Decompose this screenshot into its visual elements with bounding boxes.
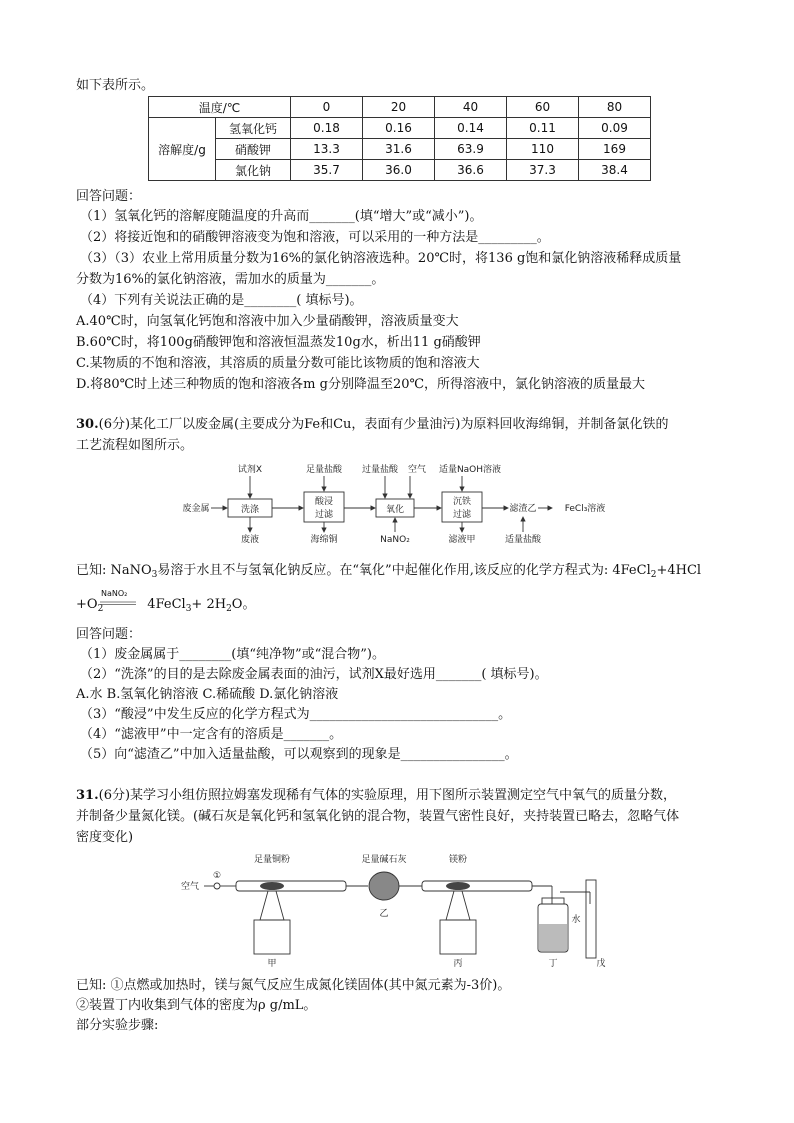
label-valve: ① xyxy=(212,871,222,881)
label-reagent2: 足量碱石灰 xyxy=(361,855,407,865)
flow-bottom-label: 废液 xyxy=(240,535,260,545)
burner-jia xyxy=(260,891,284,920)
label-reagent1: 足量铜粉 xyxy=(253,855,291,865)
copper-powder xyxy=(260,882,284,890)
substance-cell: 氯化钠 xyxy=(216,160,291,181)
q29-option: C.某物质的不饱和溶液，其溶质的质量分数可能比该物质的饱和溶液大 xyxy=(76,356,480,371)
q30-stem-2: 工艺流程如图所示。 xyxy=(76,438,194,453)
flow-bottom-label: 滤液甲 xyxy=(448,535,476,545)
flow-box1-label: 洗涤 xyxy=(240,505,260,515)
q30-line: （1）废金属属于________(填“纯净物”或“混合物”)。 xyxy=(80,647,385,662)
label-bing: 丙 xyxy=(453,959,463,969)
q30-equation: $+O_2$ 4FeCl$_3$+ $2H_2O$。 xyxy=(76,597,256,614)
flow-start-label: 废金属 xyxy=(182,504,210,514)
value-cell: 36.0 xyxy=(363,160,435,181)
substance-cell: 氢氧化钙 xyxy=(216,118,291,139)
temp-cell: 40 xyxy=(435,97,507,118)
q30-line: （4）“滤液甲”中一定含有的溶质是_______。 xyxy=(80,727,343,742)
q31-stem-3: 密度变化) xyxy=(76,830,134,845)
q31-stem: 31.(6分)某学习小组仿照拉姆塞发现稀有气体的实验原理，用下图所示装置测定空气中氧气的质量分数， xyxy=(76,788,677,803)
q29-option: A.40℃时，向氢氧化钙饱和溶液中加入少量硝酸钾，溶液质量变大 xyxy=(76,314,459,329)
table-header-row xyxy=(149,97,651,118)
value-cell: 110 xyxy=(507,139,579,160)
flow-top-label: 足量盐酸 xyxy=(305,465,343,475)
temp-cell: 20 xyxy=(363,97,435,118)
temp-cell: 80 xyxy=(579,97,651,118)
solubility-label: 溶解度/g xyxy=(149,118,216,181)
label-yi: 乙 xyxy=(379,909,389,919)
value-cell: 38.4 xyxy=(579,160,651,181)
q30-line: （5）向“滤渣乙”中加入适量盐酸，可以观察到的现象是________________。 xyxy=(80,747,518,762)
q31-known-2: ②装置丁内收集到气体的密度为ρ g/mL。 xyxy=(76,998,317,1013)
temp-cell: 0 xyxy=(291,97,363,118)
table-row xyxy=(149,118,651,139)
flow-bottom-label: 海绵铜 xyxy=(310,535,338,545)
label-air: 空气 xyxy=(180,882,200,892)
label-wu: 戊 xyxy=(596,959,606,969)
value-cell: 31.6 xyxy=(363,139,435,160)
value-cell: 36.6 xyxy=(435,160,507,181)
table-row xyxy=(149,160,651,181)
experiment-apparatus xyxy=(180,852,620,972)
flow-top-label: 适量NaOH溶液 xyxy=(438,465,502,475)
q29-line: （3）（3）农业上常用质量分数为16%的氯化钠溶液选种。20℃时，将136 g饱和氯化钠溶液稀释成质量 xyxy=(80,251,682,266)
stand-bing xyxy=(440,920,476,954)
magnesium-powder xyxy=(446,882,470,890)
equation-condition: NaNO₂ xyxy=(101,589,128,598)
flow-box4-label: 沉铁 xyxy=(452,497,472,507)
value-cell: 13.3 xyxy=(291,139,363,160)
temp-cell: 60 xyxy=(507,97,579,118)
label-ding: 丁 xyxy=(548,959,558,969)
label-water: 水 xyxy=(571,915,581,925)
flow-box2-label: 酸浸 xyxy=(314,497,334,507)
water-fill xyxy=(539,924,567,951)
q29-line: 分数为16%的氯化钠溶液，需加水的质量为_______。 xyxy=(76,272,385,287)
q30-known: 已知: NaNO$_3$易溶于水且不与氢氧化钠反应。在“氧化”中起催化作用,该反应的化学方程式为: 4FeCl$_2$+4HCl xyxy=(76,563,702,580)
q30-line: （2）“洗涤”的目的是去除废金属表面的油污，试剂X最好选用_______( 填标号)。 xyxy=(80,667,548,682)
value-cell: 169 xyxy=(579,139,651,160)
q30-stem-text: (6分)某化工厂以废金属(主要成分为Fe和Cu，表面有少量油污)为原料回收海绵铜，并制备氯化铁的 xyxy=(98,417,669,432)
value-cell: 0.18 xyxy=(291,118,363,139)
table-row xyxy=(149,139,651,160)
q29-line: （1）氢氧化钙的溶解度随温度的升高而_______(填“增大”或“减小”)。 xyxy=(80,209,483,224)
q30-line: （3）“酸浸”中发生反应的化学方程式为_____________________________。 xyxy=(80,707,512,722)
process-flow-diagram xyxy=(180,462,620,550)
label-jia: 甲 xyxy=(267,959,277,969)
value-cell: 35.7 xyxy=(291,160,363,181)
flow-product-label: FeCl₃溶液 xyxy=(564,504,606,514)
q31-steps: 部分实验步骤: xyxy=(76,1018,159,1033)
flow-box3-label: 氧化 xyxy=(385,505,405,515)
flow-box2-label: 过滤 xyxy=(314,510,334,520)
q29-line: （2）将接近饱和的硝酸钾溶液变为饱和溶液，可以采用的一种方法是_________。 xyxy=(80,230,550,245)
drying-tube-yi xyxy=(369,872,399,900)
flow-box4-label: 过滤 xyxy=(452,510,472,520)
q31-stem-2: 并制备少量氮化镁。(碱石灰是氧化钙和氢氧化钠的混合物，装置气密性良好，夹持装置已略去，忽略气体 xyxy=(76,809,680,824)
valve-icon xyxy=(214,883,220,889)
value-cell: 0.11 xyxy=(507,118,579,139)
value-cell: 37.3 xyxy=(507,160,579,181)
value-cell: 0.16 xyxy=(363,118,435,139)
flow-bottom-label: 适量盐酸 xyxy=(504,535,542,545)
burner-bing xyxy=(446,891,470,920)
tube-jia xyxy=(236,881,346,891)
q30-answer-prompt: 回答问题： xyxy=(76,627,142,642)
solubility-table xyxy=(148,96,651,181)
equation-arrow xyxy=(98,600,138,606)
q31-known-1: 已知: ①点燃或加热时，镁与氮气反应生成氮化镁固体(其中氮元素为-3价)。 xyxy=(76,978,511,993)
substance-cell: 硝酸钾 xyxy=(216,139,291,160)
flow-top-label: 试剂X xyxy=(237,465,263,475)
intro-text: 如下表所示。 xyxy=(76,78,155,93)
question-number: 31. xyxy=(76,788,99,803)
q29-option: B.60℃时，将100g硝酸钾饱和溶液恒温蒸发10g水，析出11 g硝酸钾 xyxy=(76,335,481,350)
value-cell: 0.09 xyxy=(579,118,651,139)
flow-residue-label: 滤渣乙 xyxy=(509,504,537,514)
flow-top-label: 空气 xyxy=(407,465,427,475)
q30-stem xyxy=(76,416,669,433)
stand-jia xyxy=(254,920,290,954)
question-number: 30. xyxy=(76,417,99,432)
value-cell: 63.9 xyxy=(435,139,507,160)
flow-top-label: 过量盐酸 xyxy=(361,465,399,475)
tube-bing xyxy=(422,881,532,891)
q29-answer-prompt: 回答问题： xyxy=(76,189,142,204)
flow-bottom-label: NaNO₂ xyxy=(380,535,410,545)
temperature-header: 温度/℃ xyxy=(149,97,291,118)
q29-option: D.将80℃时上述三种物质的饱和溶液各m g分别降温至20℃，所得溶液中，氯化钠溶液的质量最大 xyxy=(76,377,646,392)
value-cell: 0.14 xyxy=(435,118,507,139)
q29-line: （4）下列有关说法正确的是________( 填标号)。 xyxy=(80,293,363,308)
label-reagent3: 镁粉 xyxy=(448,855,468,865)
q30-options: A.水 B.氢氧化钠溶液 C.稀硫酸 D.氯化钠溶液 xyxy=(76,687,339,702)
